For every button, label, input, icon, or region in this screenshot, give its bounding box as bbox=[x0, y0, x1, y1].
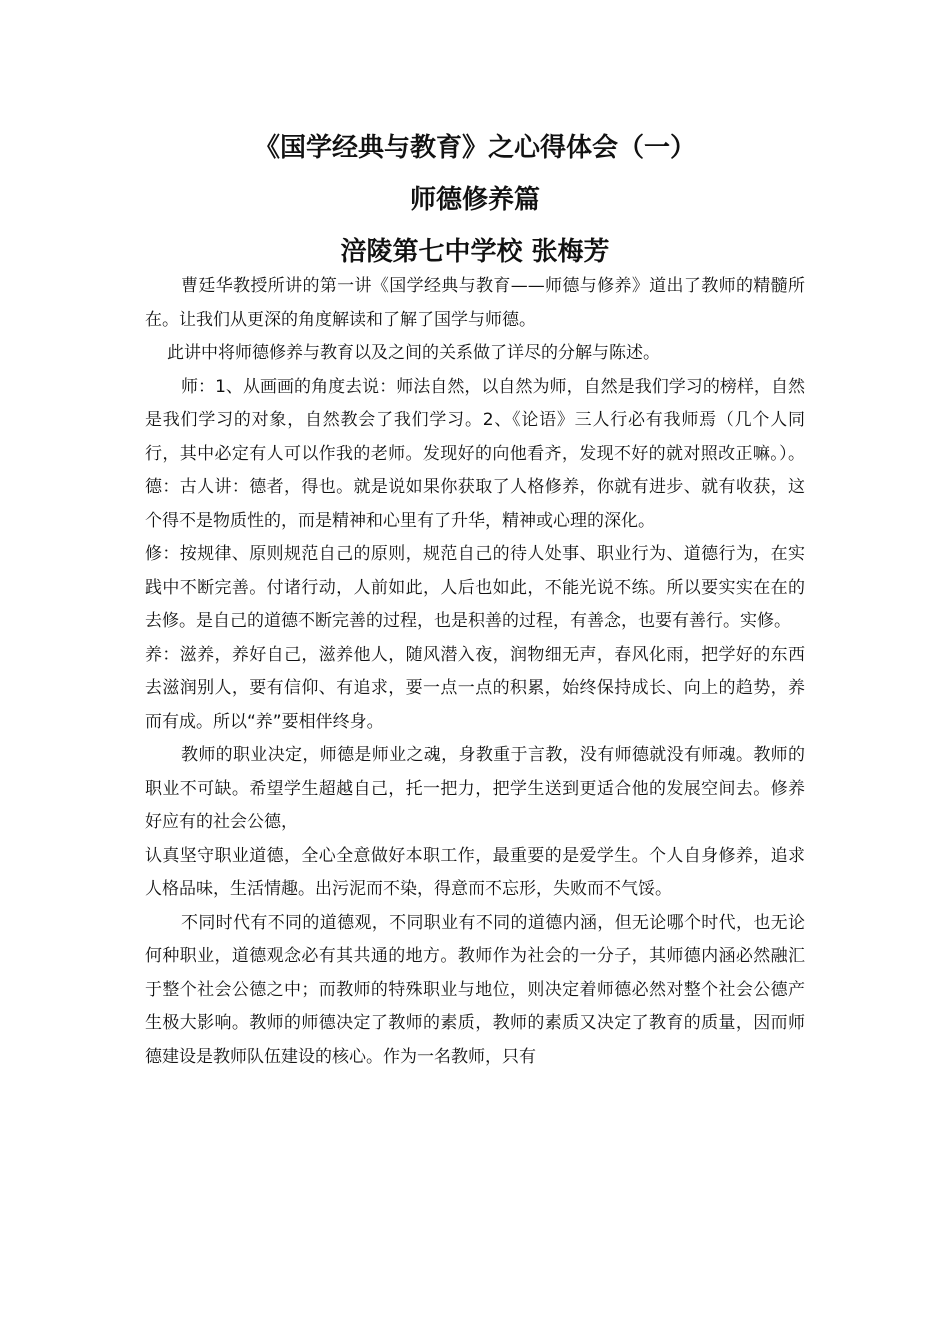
paragraph: 师：1、从画画的角度去说：师法自然，以自然为师，自然是我们学习的榜样，自然是我们学习的对象，自然教会了我们学习。2、《论语》三人行必有我师焉（几个人同行，其中必定有人可以作我的老师。发现好的向他看齐，发现不好的就对照改正嘛。）。德：古人讲：德者，得也。就是说如果你获取了人格修养，你就有进步、就有收获，这个得不是物质性的，而是精神和心里有了升华，精神或心理的深化。 bbox=[145, 376, 805, 531]
paragraph: 此讲中将师德修养与教育以及之间的关系做了详尽的分解与陈述。 bbox=[167, 343, 660, 363]
document-body bbox=[145, 270, 805, 1074]
author-line: 涪陵第七中学校 张梅芳 bbox=[340, 237, 610, 267]
paragraph: 教师的职业决定，师德是师业之魂，身教重于言教，没有师德就没有师魂。教师的职业不可缺。希望学生超越自己，托一把力，把学生送到更适合他的发展空间去。修养好应有的社会公德， bbox=[145, 745, 805, 832]
document-title: 《国学经典与教育》之心得体会（一） bbox=[253, 133, 696, 163]
document-subtitle: 师德修养篇 bbox=[409, 185, 540, 215]
paragraph: 养：滋养，养好自己，滋养他人，随风潜入夜，润物细无声，春风化雨，把学好的东西去滋润别人，要有信仰、有追求，要一点一点的积累，始终保持成长、向上的趋势，养而有成。所以“养”要相伴终身。 bbox=[145, 644, 805, 732]
paragraph: 曹廷华教授所讲的第一讲《国学经典与教育——师德与修养》道出了教师的精髓所在。让我们从更深的角度解读和了解了国学与师德。 bbox=[145, 276, 805, 330]
paragraph: 认真坚守职业道德，全心全意做好本职工作，最重要的是爱学生。个人自身修养，追求人格品味，生活情趣。出污泥而不染，得意而不忘形，失败而不气馁。 bbox=[145, 845, 805, 899]
paragraph: 修：按规律、原则规范自己的原则，规范自己的待人处事、职业行为、道德行为，在实践中不断完善。付诸行动，人前如此，人后也如此，不能光说不练。所以要实实在在的去修。是自己的道德不断完善的过程，也是积善的过程，有善念，也要有善行。实修。 bbox=[145, 544, 805, 631]
paragraph: 不同时代有不同的道德观，不同职业有不同的道德内涵，但无论哪个时代，也无论何种职业，道德观念必有其共通的地方。教师作为社会的一分子，其师德内涵必然融汇于整个社会公德之中；而教师的特殊职业与地位，则决定着师德必然对整个社会公德产生极大影响。教师的师德决定了教师的素质，教师的素质又决定了教育的质量，因而师德建设是教师队伍建设的核心。作为一名教师，只有 bbox=[145, 912, 805, 1067]
